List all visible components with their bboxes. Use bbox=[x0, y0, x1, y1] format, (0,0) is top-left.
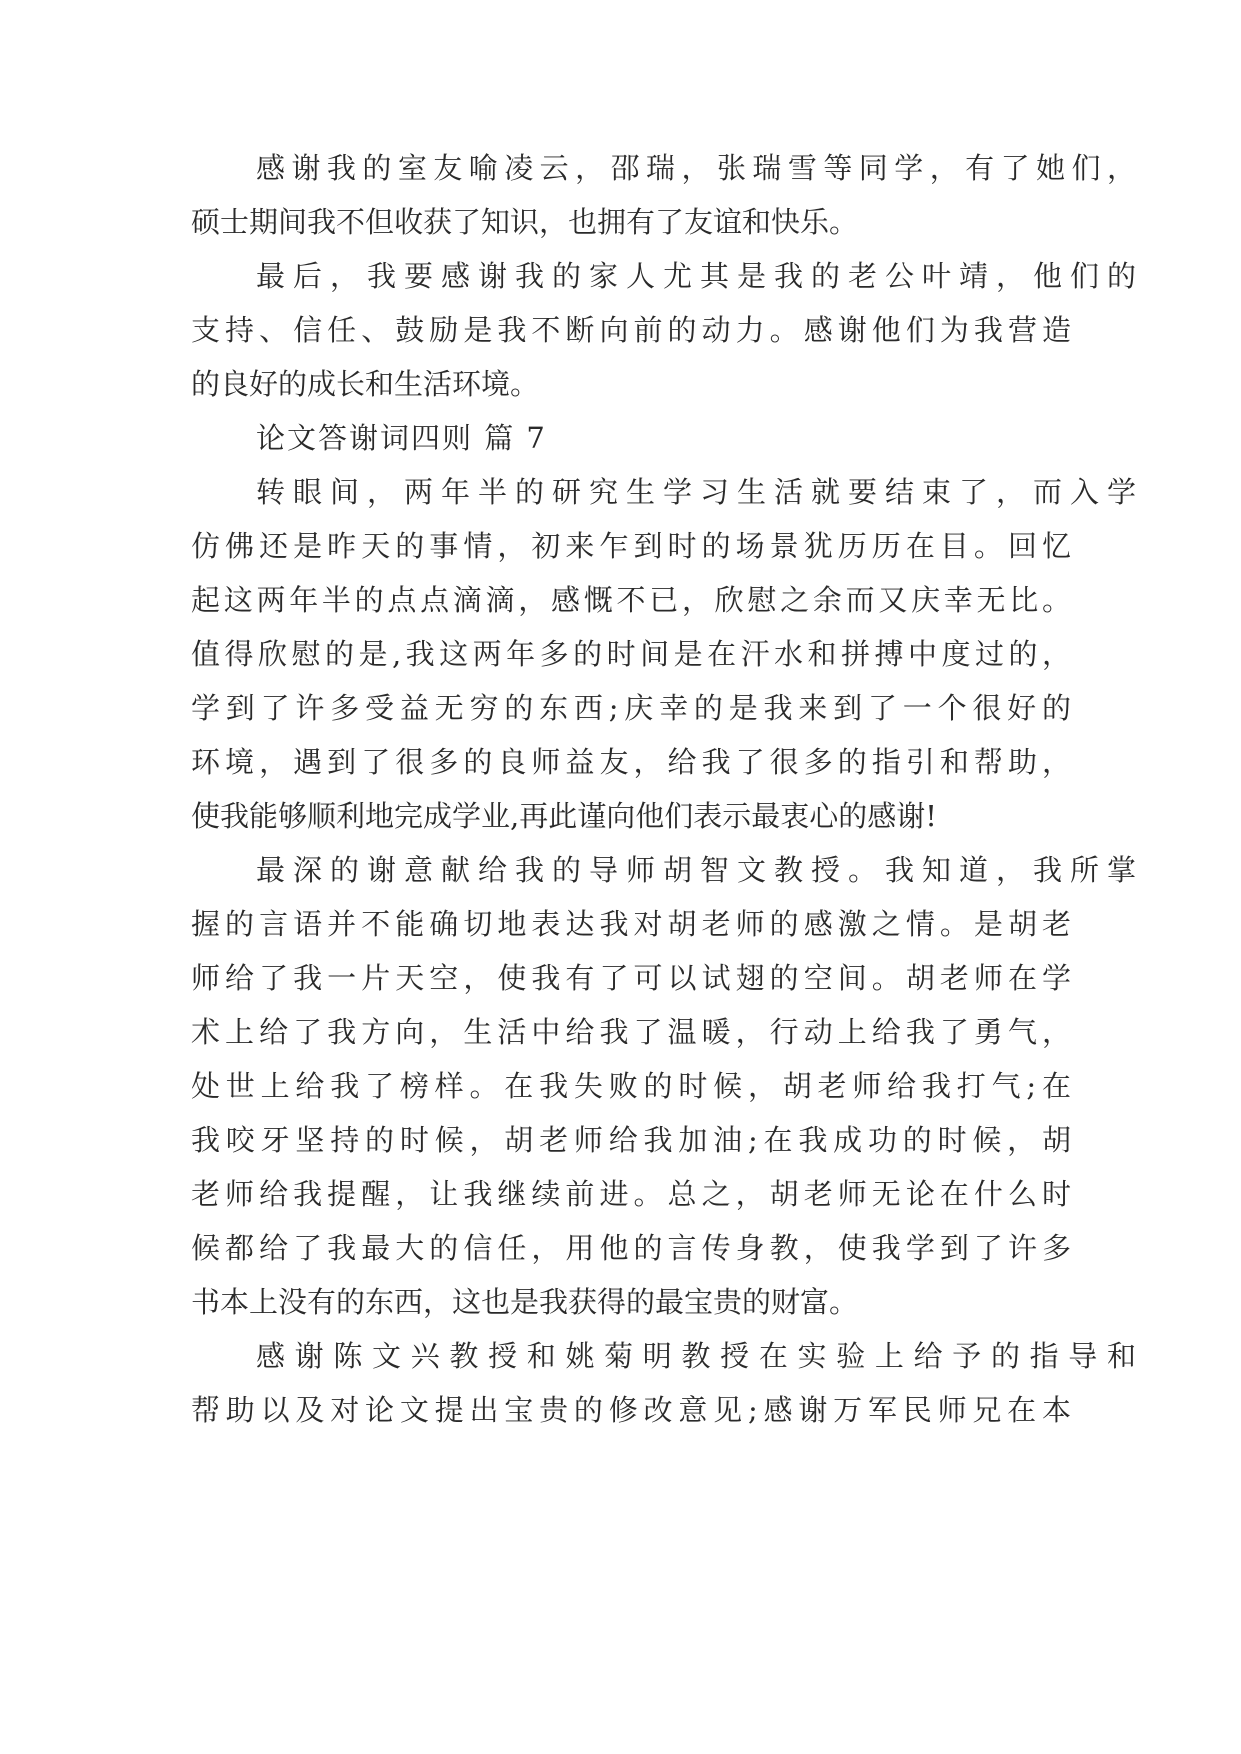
section-heading: 论文答谢词四则 篇 7 bbox=[256, 421, 547, 455]
paragraph-line: 使我能够顺利地完成学业,再此谨向他们表示最衷心的感谢! bbox=[191, 799, 937, 833]
paragraph-line: 处世上给我了榜样。在我失败的时候，胡老师给我打气;在 bbox=[191, 1069, 1071, 1103]
paragraph-line: 术上给了我方向，生活中给我了温暖，行动上给我了勇气， bbox=[191, 1015, 1071, 1049]
paragraph-line: 仿佛还是昨天的事情，初来乍到时的场景犹历历在目。回忆 bbox=[191, 529, 1071, 563]
paragraph-line: 起这两年半的点点滴滴，感慨不已，欣慰之余而又庆幸无比。 bbox=[191, 583, 1071, 617]
paragraph-line: 师给了我一片天空，使我有了可以试翅的空间。胡老师在学 bbox=[191, 961, 1071, 995]
paragraph-line: 转眼间，两年半的研究生学习生活就要结束了，而入学 bbox=[256, 475, 1136, 509]
paragraph-line: 最后，我要感谢我的家人尤其是我的老公叶靖，他们的 bbox=[256, 259, 1136, 293]
paragraph-line: 书本上没有的东西，这也是我获得的最宝贵的财富。 bbox=[191, 1285, 859, 1319]
paragraph-line: 握的言语并不能确切地表达我对胡老师的感激之情。是胡老 bbox=[191, 907, 1071, 941]
paragraph-line: 学到了许多受益无穷的东西;庆幸的是我来到了一个很好的 bbox=[191, 691, 1071, 725]
paragraph-line: 感谢陈文兴教授和姚菊明教授在实验上给予的指导和 bbox=[256, 1339, 1136, 1373]
paragraph-line: 值得欣慰的是,我这两年多的时间是在汗水和拼搏中度过的， bbox=[191, 637, 1071, 671]
paragraph-line: 老师给我提醒，让我继续前进。总之，胡老师无论在什么时 bbox=[191, 1177, 1071, 1211]
paragraph-line: 候都给了我最大的信任，用他的言传身教，使我学到了许多 bbox=[191, 1231, 1071, 1265]
paragraph-line: 的良好的成长和生活环境。 bbox=[191, 367, 540, 401]
paragraph-line: 最深的谢意献给我的导师胡智文教授。我知道，我所掌 bbox=[256, 853, 1136, 887]
paragraph-line: 环境，遇到了很多的良师益友，给我了很多的指引和帮助， bbox=[191, 745, 1071, 779]
paragraph-line: 支持、信任、鼓励是我不断向前的动力。感谢他们为我营造 bbox=[191, 313, 1071, 347]
paragraph-line: 帮助以及对论文提出宝贵的修改意见;感谢万军民师兄在本 bbox=[191, 1393, 1071, 1427]
paragraph-line: 我咬牙坚持的时候，胡老师给我加油;在我成功的时候，胡 bbox=[191, 1123, 1071, 1157]
paragraph-line: 感谢我的室友喻凌云，邵瑞，张瑞雪等同学，有了她们， bbox=[256, 151, 1136, 185]
paragraph-line: 硕士期间我不但收获了知识，也拥有了友谊和快乐。 bbox=[191, 205, 859, 239]
